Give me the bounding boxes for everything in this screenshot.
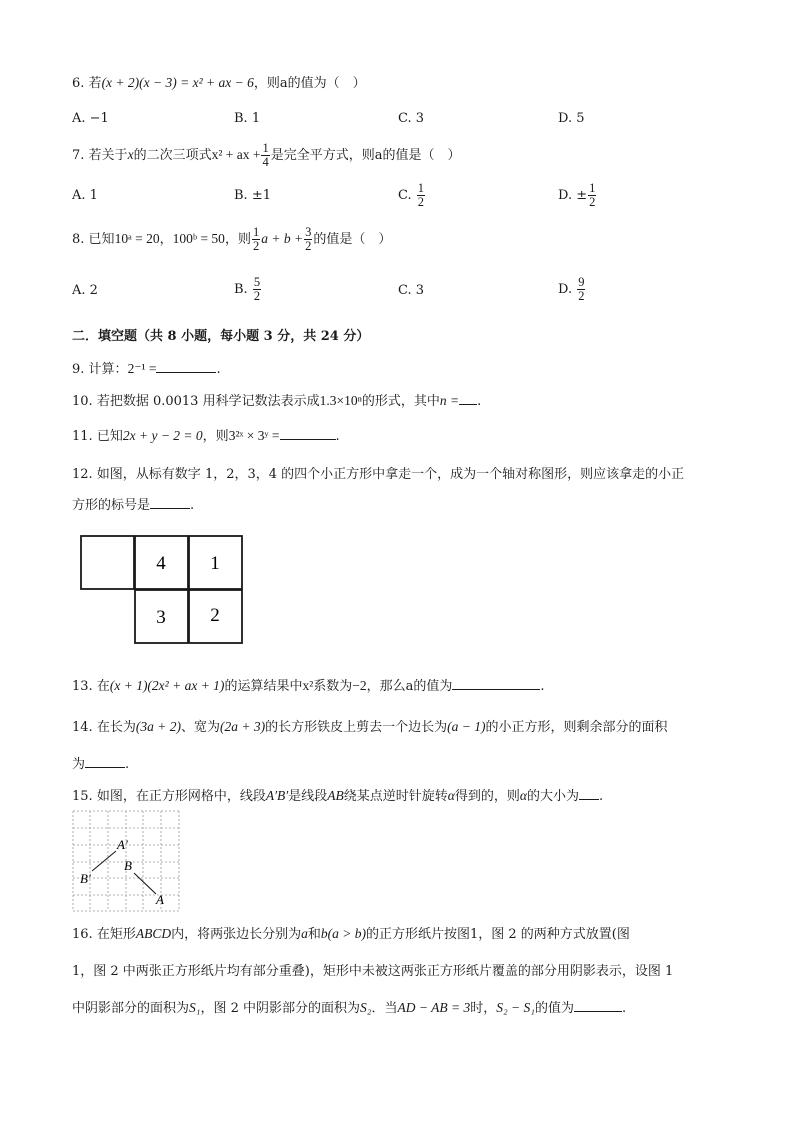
answer-blank bbox=[452, 677, 540, 690]
section-title: 二．填空题（共 8 小题，每小题 3 分，共 24 分） bbox=[72, 329, 370, 344]
q8-option-a: A. 2 bbox=[72, 283, 98, 298]
segment-ab bbox=[134, 873, 156, 894]
label-a: A bbox=[156, 892, 164, 907]
q8-option-d: D. $\frac{9}{2}$ bbox=[558, 275, 585, 303]
q8-option-b: B. $\frac{5}{2}$ bbox=[234, 275, 261, 303]
q7-option-c: C. $\frac{1}{2}$ bbox=[398, 181, 425, 209]
answer-blank bbox=[574, 999, 622, 1012]
q6-option-c: C. 3 bbox=[398, 111, 425, 126]
answer-blank bbox=[150, 496, 190, 509]
q7-option-b: B. ±1 bbox=[234, 188, 271, 203]
answer-blank bbox=[85, 755, 125, 768]
q7-option-d: D. ± $\frac{1}{2}$ bbox=[558, 181, 596, 209]
cell-2: 2 bbox=[210, 605, 220, 626]
answer-blank bbox=[280, 427, 336, 440]
q9-stem: 9. 计算：2⁻¹ = . bbox=[72, 361, 221, 377]
cell-1: 1 bbox=[210, 553, 220, 574]
q6-stem: 6. 若(x + 2)(x − 3) = x² + ax − 6，则a的值为（ ） bbox=[72, 75, 366, 91]
q15-grid-figure bbox=[72, 810, 180, 912]
q14-stem: 14. 在长为(3a + 2)、宽为(2a + 3)的长方形铁皮上剪去一个边长为(a − 1)的小正方形，则剩余部分的面积 bbox=[72, 719, 668, 735]
answer-blank bbox=[579, 787, 599, 800]
q8-stem: 8. 已知10ᵃ = 20，100ᵇ = 50，则 $\frac{1}{2}$ a + b + $\frac{3}{2}$ 的值是（ ） bbox=[72, 225, 392, 253]
q8-option-c: C. 3 bbox=[398, 283, 425, 298]
segment-a-prime-b-prime bbox=[92, 851, 116, 871]
q15-stem: 15. 如图，在正方形网格中，线段A′B′是线段AB绕某点逆时针旋转α得到的，则α的大小为 . bbox=[72, 788, 604, 804]
q10-stem: 10. 若把数据 0.0013 用科学记数法表示成1.3×10ⁿ的形式，其中n = . bbox=[72, 393, 482, 409]
cell-3: 3 bbox=[156, 607, 166, 628]
q6-option-d: D. 5 bbox=[558, 111, 585, 126]
q16-line2: 1，图 2 中两张正方形纸片均有部分重叠)，矩形中未被这两张正方形纸片覆盖的部分用阴影表示，设图 1 bbox=[72, 964, 674, 979]
q6-option-a: A. −1 bbox=[72, 111, 109, 126]
answer-blank bbox=[156, 360, 216, 373]
q7-stem: 7. 若关于x的二次三项式x² + ax + $\frac{1}{4}$ 是完全平方式，则a的值是（ ） bbox=[72, 141, 461, 169]
q14-line2: 为 . bbox=[72, 757, 130, 772]
label-b-prime: B′ bbox=[80, 871, 91, 886]
q12-figure bbox=[80, 535, 244, 645]
label-a-prime: A′ bbox=[117, 837, 128, 852]
q13-stem: 13. 在(x + 1)(2x² + ax + 1)的运算结果中x²系数为−2，那么a的值为 . bbox=[72, 678, 545, 694]
answer-blank bbox=[459, 392, 477, 405]
label-b: B bbox=[124, 858, 132, 873]
q6-option-b: B. 1 bbox=[234, 111, 261, 126]
q12-line1: 12. 如图，从标有数字 1，2，3，4 的四个小正方形中拿走一个，成为一个轴对称图形，则应该拿走的小正 bbox=[72, 467, 685, 482]
fraction: $\frac{1}{4}$ bbox=[262, 141, 269, 169]
q7-option-a: A. 1 bbox=[72, 188, 98, 203]
q16-line1: 16. 在矩形ABCD内，将两张边长分别为a和b(a > b)的正方形纸片按图1，图 2 的两种方式放置(图 bbox=[72, 926, 630, 942]
q16-line3: 中阴影部分的面积为S₁，图 2 中阴影部分的面积为S₂．当AD − AB = 3时，S₂ − S₁的值为 . bbox=[72, 1000, 627, 1016]
q12-line2: 方形的标号是 . bbox=[72, 498, 195, 513]
cell-4: 4 bbox=[156, 553, 166, 574]
q11-stem: 11. 已知2x + y − 2 = 0，则3²ˣ × 3ʸ = . bbox=[72, 428, 340, 444]
